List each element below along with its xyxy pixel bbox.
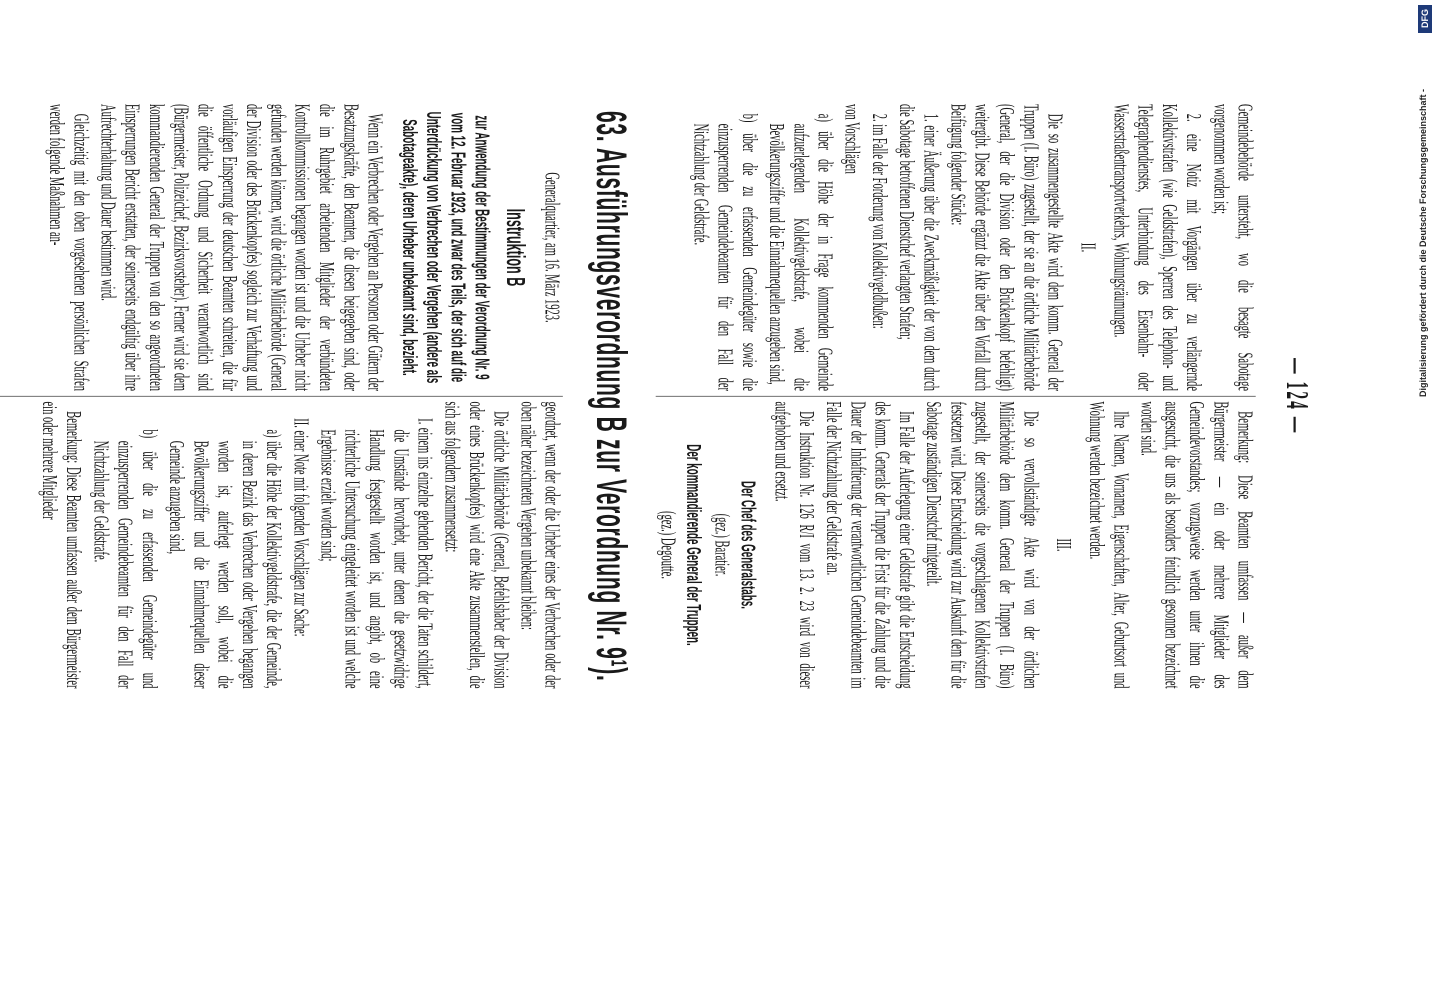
list-item: a) über die Höhe der Kollektivgeldstrafe, die der Gemeinde, in deren Bezirk das Verbrechen oder Vergehen begangen worden ist, auferlegt werden soll, wobei die Bevölkerungsziffer und die Einnahmequellen dieser Gemeinde anzugeben sind,	[164, 429, 285, 689]
section-title: 63. Ausführungsverordnung B zur Verordnung Nr. 9¹).	[587, 111, 635, 682]
paragraph: Bemerkung: Diese Beamten umfassen — außer dem Bürgermeister — ein oder mehrere Mitglieder des Gemeindevorstandes; vorzugsweise werden unter ihnen die ausgesucht, die uns als besonders feindlich gesonnen bezeichnet worden sind.	[1135, 401, 1256, 689]
paragraph: Die so zusammengestellte Akte wird dem komm. General der Truppen (I. Büro) zugestellt, der sie an die örtliche Militärbehörde (General, der die Division oder den Brückenkopf befehligt) weitergibt. Diese Behörde ergänzt die Akte über den Vorfall durch Beifügung folgender Stücke:	[945, 104, 1066, 392]
list-item: b) über die zu erfassenden Gemeindegüter und einzusperrenden Gemeindebeamten für den Fall der Nichtzahlung der Geldstrafe.	[88, 429, 160, 689]
paragraph: Die Instruktion Nr. 126 R/I vom 13. 2. 23 wird von dieser aufgehoben und ersetzt.	[769, 401, 818, 689]
digitization-note	[1418, 5, 1432, 395]
paragraph: 1. einer Äußerung über die Zweckmäßigkeit der von dem durch die Sabotage betroffenen Dienstchef verlangten Strafen;	[894, 104, 942, 392]
paragraph: 2. eine Notiz mit Vorgängen über zu verlängernde Kollektivstrafen (wie Geldstrafen), Sperren des Telephon- und Telegraphendienstes, Unterbindung des Eisenbahn- oder Wasserstraßentransportverkehrs, Wohnungsräumungen.	[1108, 104, 1205, 392]
paragraph: Bemerkung: Diese Beamten umfassen außer dem Bürgermeister ein oder mehrere Mitglieder	[37, 401, 85, 689]
page-body	[0, 90, 1370, 703]
margin-text: Digitalisierung gefördert durch die Deutsche Forschungsgemeinschaft -	[1418, 88, 1428, 397]
paragraph: Die so vervollständigte Akte wird von der örtlichen Militärbehörde dem komm. General der Truppen (I. Büro) zugestellt, der seinerseits die vorgeschlagenen Kollektivstrafen festsetzen wird. Diese Entscheidung wird zur Auskunft dem für die Sabotage zuständigen Dienstchef mitgeteilt.	[921, 401, 1042, 689]
list-item: I. einem ins einzelne gehenden Bericht, der die Taten schildert, die Umstände hervorhebt, unter denen die gesetzwidrige Handlung festgestellt worden ist, und angibt, ob eine richterliche Untersuchung eingeleitet worden ist und welche Ergebnisse erzielt worden sind;	[315, 418, 436, 689]
column-divider	[656, 396, 1256, 397]
page-number: — 124 —	[1279, 358, 1316, 435]
signature-title: Der kommandierende General der Truppen.	[682, 444, 706, 646]
bottom-right-column	[33, 402, 563, 689]
signature-name: (gez.) Baratier.	[709, 513, 733, 577]
paragraph: von Vorschlägen	[839, 104, 863, 174]
rotated-scan	[37, 90, 1370, 965]
signature-name: (gez.) Degoutte.	[655, 511, 679, 579]
paragraph: Im Falle der Auferlegung einer Geldstrafe gibt die Entscheidung des komm. Generals der Truppen die Frist für die Zahlung und die Dauer der Inhaftierung der verantwortlichen Gemeindebeamten im Falle der Nichtzahlung der Geldstrafe an.	[821, 401, 918, 689]
instruction-subtitle: zur Anwendung der Bestimmungen der Verordnung Nr. 9 vom 12. Februar 1923, und zwar des Teils, der sich auf die Unterdrückung von Verbrechen oder Vergehen (andere als Sabotageakte), deren Urheber unbekannt sind, bezieht.	[398, 111, 495, 384]
dfg-logo: DFG	[1418, 5, 1432, 33]
signature-title: Der Chef des Generalstabs.	[737, 480, 760, 609]
paragraph: Wenn ein Verbrechen oder Vergehen an Personen oder Gütern der Besatzungskräfte, den Beamten, die diesen beigegeben sind, oder die im Ruhrgebiet arbeitenden Mitglieder der verbündeten Kontrollkommissionen begangen worden ist und die Urheber nicht gefunden werden können, wird die örtliche Militärbehörde (General der Division oder des Brückenkopfes) sogleich zur Verhaftung und vorläufigen Einsperrung der deutschen Beamten schreiten, die für die öffentliche Ordnung und Sicherheit verantwortlich sind (Bürgermeister, Polizeichef, Bezirksvorsteher). Ferner wird sie dem kommandierenden General der Truppen von den so angeordneten Einsperrungen Bericht erstatten, der seinerseits endgültig über ihre Aufrechterhaltung und Dauer bestimmen wird.	[95, 104, 386, 392]
paragraph: Gleichzeitig mit den oben vorgesehenen persönlichen Strafen werden folgende Maßnahmen an-	[44, 104, 92, 392]
section-heading: III.	[1051, 538, 1075, 552]
list-item: b) über die zu erfassenden Gemeindegüter sowie die einzusperrenden Gemeindebeamten für den Fall der Nichtzahlung der Geldstrafe.	[688, 113, 760, 392]
list-item: a) über die Höhe der in Frage kommenden Gemeinde aufzuerlegenden Kollektivgeldstrafe, wobei die Bevölkerungsziffer und die Einnahmequellen anzugeben sind,	[764, 113, 836, 392]
column-divider	[0, 396, 563, 397]
paragraph: Ihre Namen, Vornamen, Eigenschaften, Alter, Geburtsort und Wohnung werden bezeichnet werden.	[1084, 401, 1132, 689]
dateline: Generalquartier, am 16. März 1923.	[539, 172, 563, 323]
top-right-column	[651, 402, 1255, 689]
paragraph: Die örtliche Militärbehörde (General, Befehlshaber der Division oder eines Brückenkopfes) wird eine Akte zusammenstellen, die sich aus folgendem zusammensetzt:	[439, 401, 512, 689]
list-item: II. einer Note mit folgenden Vorschlägen zur Sache:	[288, 418, 312, 637]
paragraph: 2. im Falle der Forderung von Kollektivgeldbußen:	[867, 113, 890, 329]
top-left-column	[684, 104, 1255, 391]
paragraph: geordnet, wenn der oder die Urheber eines der Verbrechen oder der oben näher bezeichneten Vergehen unbekannt bleiben:	[515, 401, 563, 689]
instruction-title: Instruktion B	[501, 208, 530, 287]
section-heading: II.	[1075, 242, 1099, 253]
bottom-left-column	[40, 104, 563, 391]
paragraph: Gemeindebehörde untersteht, wo die besagte Sabotage vorgenommen worden ist;	[1208, 104, 1256, 391]
